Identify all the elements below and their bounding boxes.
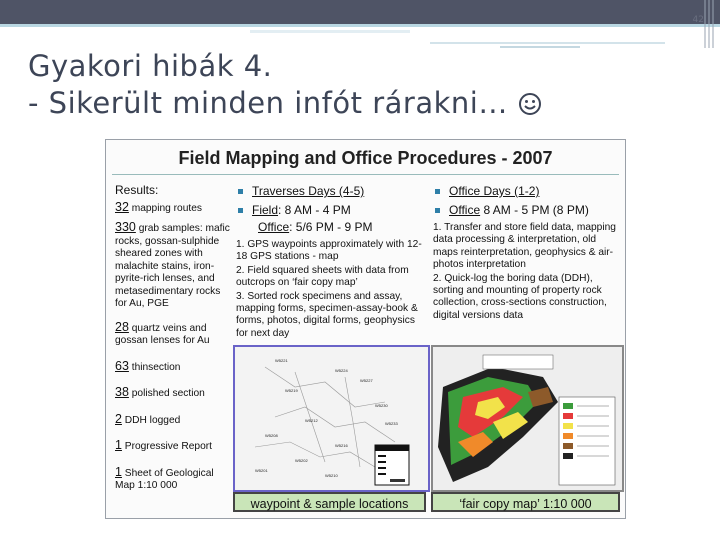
results-heading: Results: — [115, 183, 159, 197]
bullet-icon — [238, 208, 243, 213]
result-item — [115, 360, 233, 375]
bullet-icon — [435, 189, 440, 194]
figure-title: Field Mapping and Office Procedures - 2007 — [178, 148, 553, 168]
result-text: grab samples: mafic rocks, gossan-sulphide sheared zones with malachite stains, iron-pyrite-rich lenses, and metasedimentary rocks for Au, PGE — [115, 223, 230, 309]
result-item — [115, 439, 233, 454]
svg-text:W5201: W5201 — [255, 468, 268, 473]
office-hours: Office 8 AM - 5 PM (8 PM) — [433, 203, 621, 218]
smiley-icon — [518, 88, 542, 125]
office-step: 2. Quick-log the boring data (DDH), sorting and mounting of property rock collection, cross-sections construction, digital versions data — [433, 272, 607, 321]
result-text: thinsection — [128, 361, 181, 373]
traverse-column — [236, 184, 426, 341]
result-text: quartz veins and gossan lenses for Au — [115, 322, 210, 346]
result-item — [115, 221, 233, 311]
result-count: 28 — [115, 319, 129, 334]
fair-copy-map-image — [431, 345, 624, 492]
header-strip — [430, 42, 665, 44]
waypoint-map-image — [233, 345, 430, 492]
bullet-icon — [435, 208, 440, 213]
svg-text:W5221: W5221 — [275, 358, 288, 363]
traverse-step: 2. Field squared sheets with data from outcrops on ‘fair copy map’ — [236, 264, 409, 289]
svg-text:W5210: W5210 — [325, 473, 338, 478]
caption-fair-copy: ‘fair copy map’ 1:10 000 — [431, 492, 620, 512]
title-line-2 — [28, 85, 542, 125]
svg-text:W5208: W5208 — [265, 433, 278, 438]
bullet-icon — [238, 189, 243, 194]
svg-text:W5212: W5212 — [305, 418, 318, 423]
figure-title-rule — [112, 174, 619, 175]
svg-text:W5227: W5227 — [360, 378, 373, 383]
result-item — [115, 466, 233, 493]
header-strip — [250, 30, 410, 33]
office-steps — [433, 222, 621, 322]
svg-text:W5216: W5216 — [335, 443, 348, 448]
svg-text:W5202: W5202 — [295, 458, 308, 463]
title-line-2-text: - Sikerült minden infót rárakni… — [28, 86, 518, 120]
slide-number: 42 — [692, 15, 704, 25]
result-count: 38 — [115, 385, 129, 399]
result-count: 1 — [115, 464, 122, 479]
result-text: Progressive Report — [121, 441, 212, 452]
result-count: 63 — [115, 358, 129, 373]
traverse-step: 3. Sorted rock specimens and assay, mapping forms, specimen-assay-book & forms, photos, digital forms, geophysics for next day — [236, 290, 418, 339]
result-text: Sheet of Geological Map 1:10 000 — [115, 467, 214, 491]
traverse-steps — [236, 239, 426, 340]
office-heading: Office Days (1-2) — [433, 184, 621, 199]
header-bar — [0, 0, 720, 24]
embedded-slide-image — [105, 139, 626, 519]
svg-text:W5233: W5233 — [385, 421, 398, 426]
result-count: 1 — [115, 438, 122, 452]
result-count: 2 — [115, 411, 122, 426]
result-item — [115, 321, 233, 348]
result-item — [115, 386, 233, 401]
traverse-heading: Traverses Days (4-5) — [236, 184, 426, 199]
svg-text:W5224: W5224 — [335, 368, 348, 373]
result-text: DDH logged — [121, 414, 181, 426]
title-line-1: Gyakori hibák 4. — [28, 49, 273, 83]
results-column — [115, 184, 233, 493]
result-text: polished section — [128, 388, 205, 399]
corner-decoration — [702, 0, 716, 48]
traverse-field-hours: Field: 8 AM - 4 PM — [236, 203, 426, 218]
traverse-step: 1. GPS waypoints approximately with 12-18 GPS stations - map — [236, 239, 422, 263]
result-text: mapping routes — [128, 202, 202, 214]
result-item — [115, 413, 233, 428]
svg-text:W5219: W5219 — [285, 388, 298, 393]
svg-text:W5230: W5230 — [375, 403, 388, 408]
slide-title — [28, 48, 542, 125]
office-column — [433, 184, 621, 323]
office-step: 1. Transfer and store field data, mapping data processing & interpretation, old maps reinterpretation, geophysics & air-photos interpretation — [433, 222, 616, 271]
traverse-office-hours: Office: 5/6 PM - 9 PM — [258, 220, 373, 234]
caption-waypoint: waypoint & sample locations — [233, 492, 426, 512]
result-count: 32 — [115, 199, 129, 214]
result-count: 330 — [115, 220, 136, 234]
header-strip — [0, 24, 720, 27]
result-item — [115, 201, 233, 216]
